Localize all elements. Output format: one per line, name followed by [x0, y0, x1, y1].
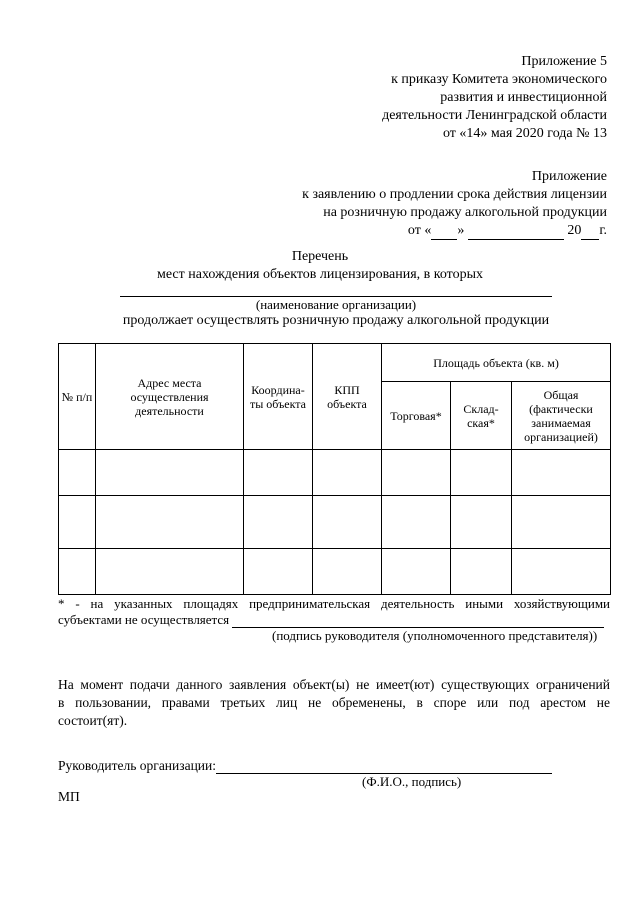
- table-cell: [59, 496, 96, 549]
- header-area-group: Площадь объекта (кв. м): [382, 344, 611, 382]
- objects-table: [58, 343, 611, 595]
- appendix-5-committee: развития и инвестиционной: [440, 90, 607, 105]
- table-cell: [244, 549, 313, 595]
- table-row: [59, 496, 611, 549]
- footnote-line-2: [58, 612, 610, 628]
- statement-line-2: в пользовании, правами третьих лиц не обременены, в споре или под арестом не: [58, 695, 610, 710]
- table-header-row: [59, 344, 611, 382]
- table-cell: [313, 450, 382, 496]
- table-cell: [59, 549, 96, 595]
- statement-line-3: состоит(ят).: [58, 713, 128, 728]
- table-cell: [59, 450, 96, 496]
- table-cell: [96, 549, 244, 595]
- header-kpp: КПП объекта: [313, 344, 382, 450]
- table-cell: [96, 450, 244, 496]
- header-coordinates: Координа-ты объекта: [244, 344, 313, 450]
- year-blank: [581, 239, 599, 240]
- director-signature-line: [216, 760, 552, 774]
- signature-row: [58, 758, 552, 774]
- header-storage-area: Склад-ская*: [451, 382, 512, 450]
- appendix-title: Приложение: [531, 169, 607, 184]
- appendix-application: к заявлению о продлении срока действия лицензии: [302, 187, 607, 202]
- table-cell: [382, 496, 451, 549]
- appendix-5-header: [382, 53, 607, 143]
- header-trade-area: Торговая*: [382, 382, 451, 450]
- list-heading: [0, 248, 640, 284]
- table-cell: [96, 496, 244, 549]
- table-cell: [382, 450, 451, 496]
- date-quote: »: [457, 223, 465, 238]
- footnote-signature-line: [232, 615, 604, 628]
- header-address: Адрес места осуществления деятельности: [96, 344, 244, 450]
- table-row: [59, 450, 611, 496]
- list-subtitle: мест нахождения объектов лицензирования, в которых: [156, 267, 484, 282]
- table-cell: [313, 549, 382, 595]
- org-name-caption: (наименование организации): [255, 297, 417, 312]
- table-cell: [512, 496, 611, 549]
- table-cell: [382, 549, 451, 595]
- list-title: Перечень: [291, 249, 349, 264]
- appendix-retail: на розничную продажу алкогольной продукции: [323, 205, 607, 220]
- table-cell: [313, 496, 382, 549]
- table-cell: [244, 450, 313, 496]
- statement-line-1: На момент подачи данного заявления объект(ы) не имеет(ют) существующих ограничений: [58, 677, 610, 692]
- table-cell: [451, 496, 512, 549]
- month-blank: [468, 239, 564, 240]
- table-row: [59, 549, 611, 595]
- statement-block: [58, 676, 610, 730]
- stamp-place: МП: [58, 789, 80, 804]
- director-label: Руководитель организации:: [58, 758, 217, 773]
- date-year-prefix: 20: [567, 223, 582, 238]
- continues-text: продолжает осуществлять розничную продажу алкогольной продукции: [122, 313, 550, 328]
- table-cell: [451, 450, 512, 496]
- header-number: № п/п: [59, 344, 96, 450]
- header-total-area: Общая (фактически занимаемая организацией): [512, 382, 611, 450]
- appendix-5-date: от «14» мая 2020 года № 13: [442, 126, 607, 141]
- date-from-label: от «: [407, 223, 432, 238]
- date-year-suffix: г.: [599, 223, 607, 238]
- director-caption: (Ф.И.О., подпись): [362, 774, 462, 789]
- appendix-5-order: к приказу Комитета экономического: [391, 72, 607, 87]
- table-cell: [512, 450, 611, 496]
- appendix-application-header: [302, 168, 607, 240]
- day-blank: [431, 239, 457, 240]
- table-cell: [451, 549, 512, 595]
- table-cell: [244, 496, 313, 549]
- footnote-line-1: * - на указанных площадях предпринимательская деятельность иными хозяйствующими: [58, 596, 610, 611]
- footnote-not-performed: субъектами не осуществляется: [58, 612, 230, 627]
- appendix-5-region: деятельности Ленинградской области: [382, 108, 607, 123]
- appendix-5-title: Приложение 5: [521, 54, 607, 69]
- appendix-date-line: [302, 222, 607, 240]
- table-cell: [512, 549, 611, 595]
- footnote-signature-caption: (подпись руководителя (уполномоченного представителя)): [272, 628, 598, 643]
